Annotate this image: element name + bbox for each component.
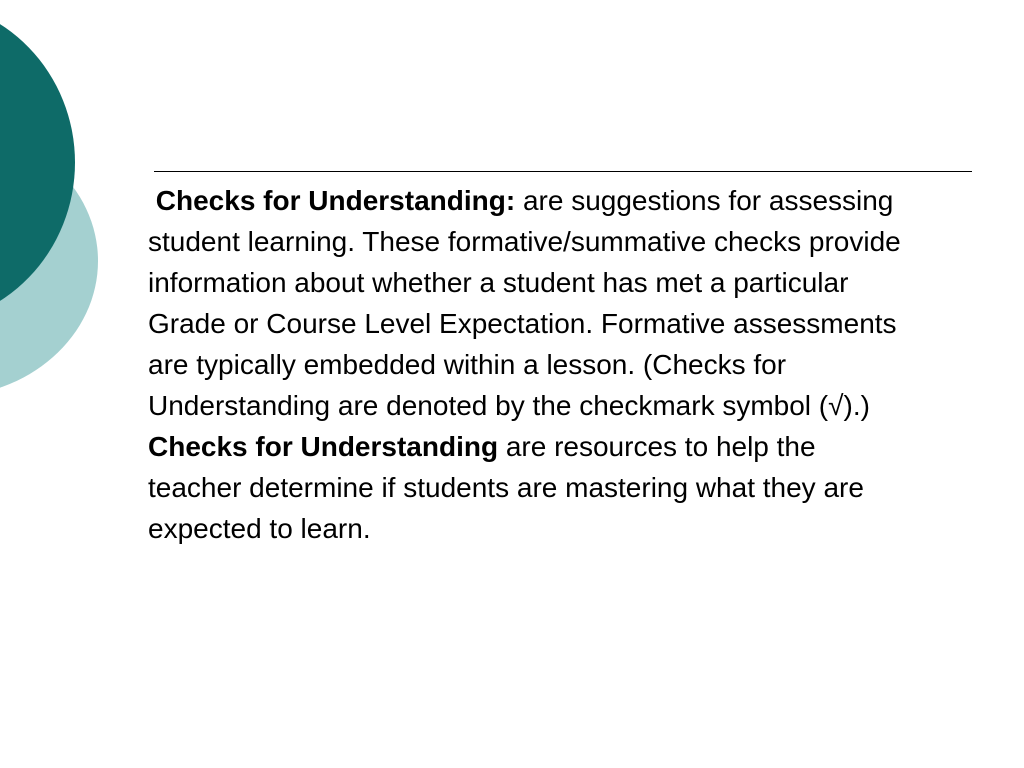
body-paragraph [148, 180, 908, 549]
term-checks-for-understanding-2: Checks for Understanding [148, 431, 499, 462]
term-checks-for-understanding: Checks for Understanding: [155, 185, 516, 216]
paragraph-text-2: are resources to help the teacher determine if students are mastering what they are expected to learn. [148, 431, 864, 544]
paragraph-text-1: are suggestions for assessing student learning. These formative/summative checks provide information about whether a student has met a particular Grade or Course Level Expectation. Formative assessments are typically embedded within a lesson. (Checks for Understanding are denoted by the checkmark symbol (√).) [148, 185, 901, 421]
title-divider-line [154, 171, 972, 172]
